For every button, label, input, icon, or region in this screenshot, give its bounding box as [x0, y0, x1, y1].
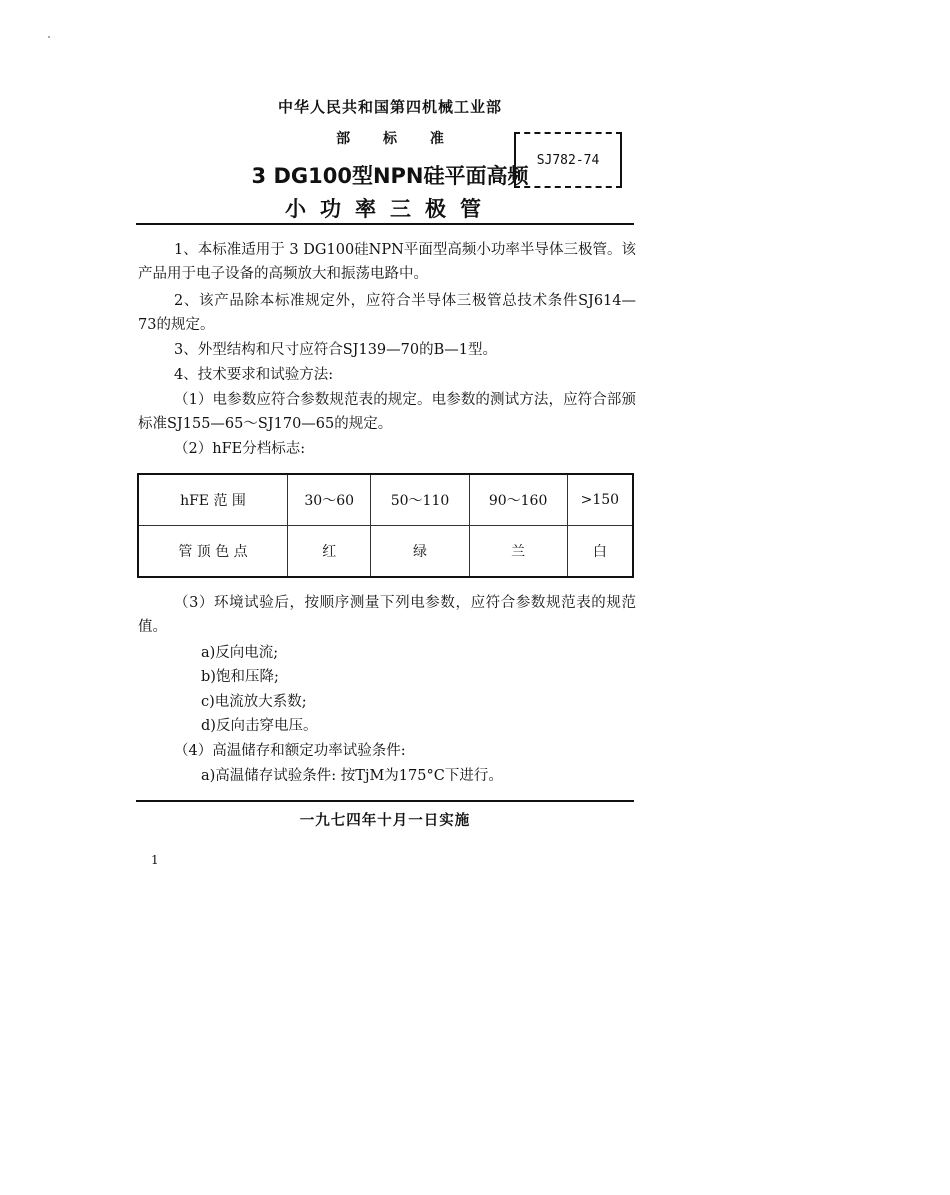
row-label-hfe-range: hFE 范 围: [138, 474, 288, 526]
header-rule: [136, 223, 634, 225]
color-cell: 兰: [469, 526, 567, 578]
hfe-grading-table: [137, 473, 634, 578]
clause-4-2: （2）hFE分档标志:: [174, 441, 306, 457]
effective-date: 一九七四年十月一日实施: [299, 813, 471, 829]
standard-code: SJ782-74: [536, 152, 600, 168]
row-label-top-dot: 管 顶 色 点: [138, 526, 288, 578]
table-row: [138, 474, 633, 526]
list-item: d)反向击穿电压。: [201, 718, 318, 734]
issuing-organization: 中华人民共和国第四机械工业部: [277, 98, 502, 116]
color-cell: 红: [288, 526, 371, 578]
range-cell: >150: [567, 474, 633, 526]
range-cell: 30～60: [288, 474, 371, 526]
list-item: c)电流放大系数;: [201, 694, 307, 710]
standard-type: 部 标 准: [336, 131, 444, 147]
footer-rule: [136, 800, 634, 802]
document-title-line-2: 小功率三极管: [285, 197, 495, 221]
clause-4: 4、技术要求和试验方法:: [174, 367, 334, 383]
list-item: a)反向电流;: [201, 645, 279, 661]
clause-4-3: （3）环境试验后，按顺序测量下列电参数，应符合参数规范表的规范值。: [138, 595, 636, 635]
clause-4-4: （4）高温储存和额定功率试验条件:: [174, 743, 406, 759]
range-cell: 50～110: [371, 474, 469, 526]
document-title-line-1: 3 DG100型NPN硅平面高频: [251, 164, 529, 188]
scan-speck: [48, 36, 50, 38]
range-cell: 90～160: [469, 474, 567, 526]
list-item: b)饱和压降;: [201, 669, 279, 685]
color-cell: 绿: [371, 526, 469, 578]
color-cell: 白: [567, 526, 633, 578]
standard-code-box: [514, 132, 622, 188]
page-number: 1: [151, 853, 159, 867]
clause-2: 2、该产品除本标准规定外，应符合半导体三极管总技术条件SJ614—73的规定。: [138, 293, 636, 333]
clause-3: 3、外型结构和尺寸应符合SJ139—70的B—1型。: [174, 342, 497, 358]
table-row: [138, 526, 633, 578]
clause-4-4-a: a)高温储存试验条件: 按TjM为175°C下进行。: [201, 768, 503, 784]
clause-1: 1、本标准适用于 3 DG100硅NPN平面型高频小功率半导体三极管。该产品用于电子设备的高频放大和振荡电路中。: [138, 242, 636, 282]
clause-4-1: （1）电参数应符合参数规范表的规定。电参数的测试方法，应符合部颁标准SJ155—65～SJ170—65的规定。: [138, 392, 636, 432]
